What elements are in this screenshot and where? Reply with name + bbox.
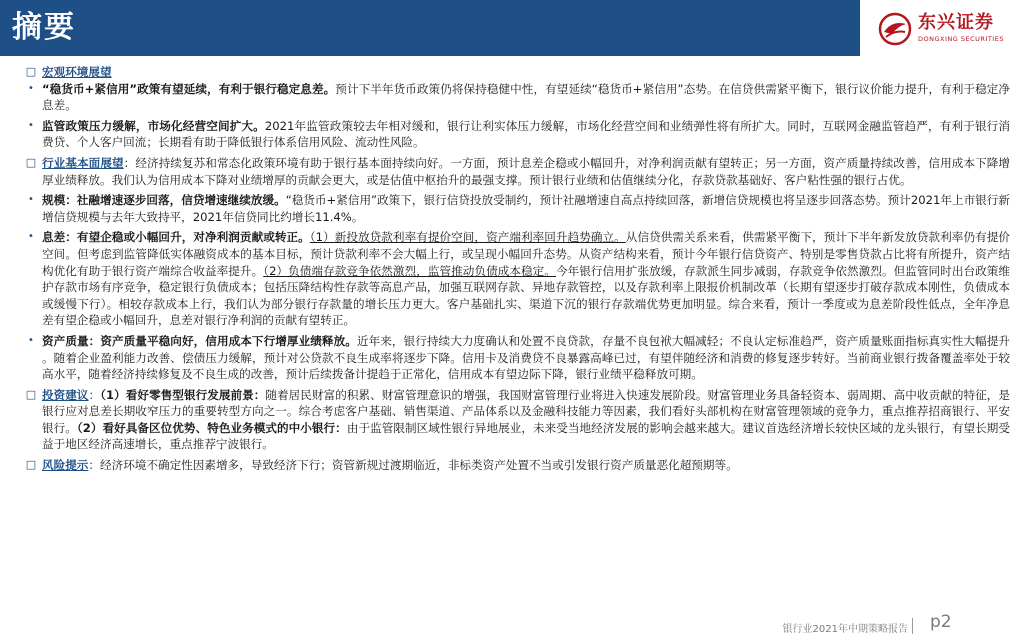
item-body: 从信贷供需关系来看，供需紧平衡下，预计下半年新发放贷款利率仍有提价空间。但考虑到监管降低实体融资成本的基本目标，预计贷款利率不会大幅上行，或呈现小幅回升态势。从资产结构来看，预计今年银行信贷资产、特别是零售贷款占比将有所提升，资产结构优化有助于银行资产端综合收益率提升。 — [42, 230, 1010, 278]
summary-content — [24, 64, 1010, 474]
item-body: 随着居民财富的积累、财富管理意识的增强，我国财富管理行业将进入快速发展阶段。财富管理业务具备轻资本、弱周期、高中收贡献的特征，是银行应对息差长期收窄压力的重要转型方向之一。综合考虑客户基础、销售渠道、产品体系以及金融科技能力等因素，我们看好头部机构在财富管理领域的竞争力，重点推荐招商银行、平安银行。 — [42, 387, 1010, 435]
page-number: p2 — [930, 612, 952, 632]
item-lead: 监管政策压力缓解，市场化经营空间扩大。 — [42, 118, 265, 133]
item-lead: 规模：社融增速逐步回落，信贷增速继续放缓。 — [42, 193, 286, 208]
item-body: 今年银行信用扩张放缓，存款派生同步减弱，存款竞争依然激烈。但监管同时出台政策维护存款市场有序竞争，稳定银行负债成本；包括压降结构性存款等高息产品，加强互联网存款、异地存款管控，以及存款利率上限报价机制改革（长期有望逐步打破存款成本刚性，负债成本或缓慢下行）。相较存款成本上行，我们认为部分银行存款量的增长压力更大。客户基础扎实、渠道下沉的银行存款端优势更加明显。综合来看，预计一季度或为息差阶段性低点，全年净息差有望企稳或小幅回升，息差对银行净利润的贡献有望转正。 — [42, 263, 1010, 328]
item-body: 经济环境不确定性因素增多，导致经济下行；资管新规过渡期临近，非标类资产处置不当或引发银行资产质量恶化超预期等。 — [100, 458, 738, 473]
square-bullet-icon: □ — [25, 155, 37, 169]
section-title: 投资建议 — [42, 387, 89, 402]
footer-divider — [912, 618, 913, 634]
list-item — [24, 333, 1010, 383]
square-bullet-icon: □ — [25, 458, 37, 472]
section-title: 行业基本面展望 — [42, 155, 124, 170]
logo-text-en: DONGXING SECURITIES — [918, 35, 1004, 43]
page-title: 摘要 — [12, 10, 76, 45]
list-item — [24, 118, 1010, 151]
section-colon: ： — [88, 387, 101, 402]
item-lead: （2）看好具备区位优势、特色业务模式的中小银行： — [76, 420, 347, 435]
square-bullet-icon: □ — [25, 65, 37, 78]
item-body: “稳货币+紧信用”政策下，银行信贷投放受制约，预计社融增速自高点持续回落，新增信贷规模也将呈逐步回落态势。预计2021年上市银行新增信贷规模与去年大致持平，2021年信贷同比约增长11.4%。 — [42, 193, 1010, 224]
item-lead: 息差：有望企稳或小幅回升，对净利润贡献或转正。 — [42, 230, 310, 245]
item-body: 预计下半年货币政策仍将保持稳健中性，有望延续“稳货币+紧信用”态势。在信贷供需紧平衡下，银行议价能力提升，有利于稳定净息差。 — [42, 81, 1010, 113]
section-risk — [24, 457, 1010, 474]
item-subhead: （1）新投放贷款利率有提价空间，资产端利率回升趋势确立。 — [309, 230, 626, 245]
footer — [0, 610, 1024, 640]
company-logo — [878, 12, 1018, 48]
dot-bullet-icon: • — [28, 119, 34, 131]
item-body: 2021年监管政策较去年相对缓和，银行让利实体压力缓解，市场化经营空间和业绩弹性将有所扩大。同时，互联网金融监管趋严，有利于银行消费贷、个人客户回流；长期看有助于降低银行体系信用风险、流动性风险。 — [42, 118, 1010, 150]
section-title: 风险提示 — [42, 458, 89, 473]
list-item — [24, 229, 1010, 329]
logo-text-cn: 东兴证券 — [918, 12, 994, 33]
item-body: ：经济持续复苏和常态化政策环境有助于银行基本面持续向好。一方面，预计息差企稳或小幅回升，对净利润贡献有望转正；另一方面，资产质量持续改善，信用成本下降增厚业绩释放。我们认为信用成本下降对业绩增厚的贡献会更大，或是估值中枢抬升的最强支撑。预计银行业绩和估值继续分化，存款贷款基础好、客户粘性强的银行占优。 — [42, 155, 1010, 187]
dot-bullet-icon: • — [28, 231, 34, 243]
dot-bullet-icon: • — [28, 334, 34, 346]
header-bar — [0, 0, 860, 56]
section-title: 宏观环境展望 — [42, 65, 112, 79]
item-lead: “稳货币+紧信用”政策有望延续，有利于银行稳定息差。 — [42, 81, 336, 96]
item-subhead: （2）负债端存款竞争依然激烈，监管推动负债成本稳定。 — [263, 263, 556, 278]
list-item — [24, 192, 1010, 225]
section-fundamentals — [24, 155, 1010, 188]
dot-bullet-icon: • — [28, 194, 34, 206]
section-macro-heading — [24, 64, 1010, 81]
dot-bullet-icon: • — [28, 82, 34, 94]
list-item — [24, 81, 1010, 114]
item-lead: （1）看好零售型银行发展前景： — [100, 387, 266, 402]
item-lead: 资产质量：资产质量平稳向好，信用成本下行增厚业绩释放。 — [42, 333, 357, 348]
footer-report-name: 银行业2021年中期策略报告 — [782, 624, 908, 635]
square-bullet-icon: □ — [25, 387, 37, 401]
section-colon: ： — [88, 458, 100, 473]
dongxing-logo-icon — [878, 12, 912, 46]
item-body: 由于监管限制区域性银行异地展业，未来受当地经济发展的影响会越来越大。建议首选经济增长较快区域的龙头银行，有望长期受益于地区经济高速增长，重点推荐宁波银行。 — [42, 420, 1010, 452]
item-body: 近年来，银行持续大力度确认和处置不良贷款，存量不良包袱大幅减轻；不良认定标准趋严，资产质量账面指标真实性大幅提升 。随着企业盈利能力改善、偿债压力缓解，预计对公贷款不良生成率将逐步下降。信用卡及消费贷不良暴露高峰已过，有望伴随经济和消费的修复逐步转好。当前商业银行拨备覆盖率处于较高水平，随着经济持续修复及不良生成的改善，预计后续拨备计提趋于正常化，信用成本有望边际下降，银行业绩平稳释放可期。 — [42, 333, 1010, 382]
section-investment — [24, 387, 1010, 453]
